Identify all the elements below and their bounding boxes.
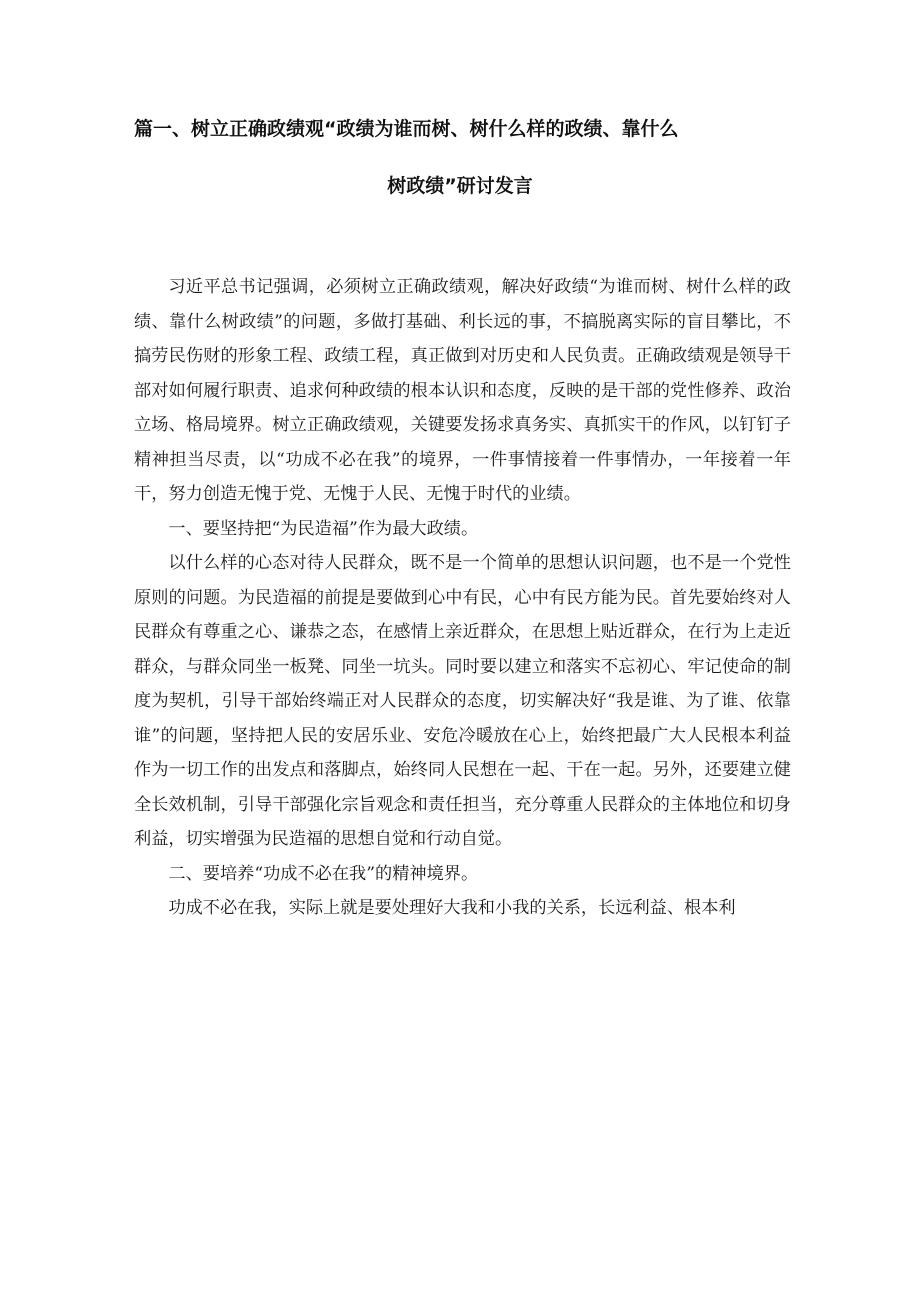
section-heading-2: 二、要培养“功成不必在我”的精神境界。 (168, 863, 479, 884)
body-paragraph-section-1: 以什么样的心态对待人民群众，既不是一个简单的思想认识问题，也不是一个党性原则的问题。为民造福的前提是要做到心中有民，心中有民方能为民。首先要始终对人民群众有尊重之心、谦恭之态，在感情上亲近群众，在思想上贴近群众，在行为上走近群众，与群众同坐一板凳、同坐一坑头。同时要以建立和落实不忘初心、牢记使命的制度为契机，引导干部始终端正对人民群众的态度，切实解决好“我是谁、为了谁、依靠谁”的问题，坚持把人民的安居乐业、安危冷暖放在心上，始终把最广大人民根本利益作为一切工作的出发点和落脚点，始终同人民想在一起、干在一起。另外，还要建立健全长效机制，引导干部强化宗旨观念和责任担当，充分尊重人民群众的主体地位和切身利益，切实增强为民造福的思想自觉和行动自觉。 (134, 553, 791, 849)
document-title-line-2: 树政绩”研讨发言 (387, 175, 533, 197)
body-paragraph-section-2: 功成不必在我，实际上就是要处理好大我和小我的关系，长远利益、根本利 (168, 898, 736, 918)
document-body (134, 270, 791, 926)
body-paragraph-intro: 习近平总书记强调，必须树立正确政绩观，解决好政绩“为谁而树、树什么样的政绩、靠什么树政绩”的问题，多做打基础、利长远的事，不搞脱离实际的盲目攀比，不搞劳民伤财的形象工程、政绩工程，真正做到对历史和人民负责。正确政绩观是领导干部对如何履行职责、追求何种政绩的根本认识和态度，反映的是干部的党性修养、政治立场、格局境界。树立正确政绩观，关键要发扬求真务实、真抓实干的作风，以钉钉子精神担当尽责，以“功成不必在我”的境界，一件事情接着一件事情办，一年接着一年干，努力创造无愧于党、无愧于人民、无愧于时代的业绩。 (134, 277, 791, 504)
section-heading-1: 一、要坚持把“为民造福”作为最大政绩。 (168, 518, 479, 539)
document-title-line-1: 篇一、树立正确政绩观“政绩为谁而树、树什么样的政绩、靠什么 (134, 118, 679, 140)
